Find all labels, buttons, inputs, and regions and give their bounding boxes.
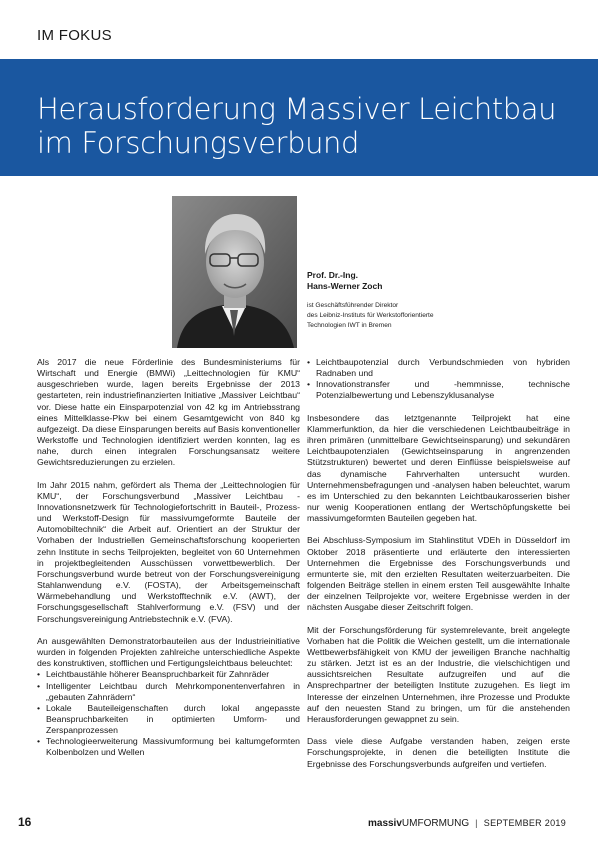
list-item: • Leichtbaupotenzial durch Verbundschmieden von hybriden Radnaben und — [307, 357, 570, 379]
right-column — [307, 357, 570, 781]
page-number: 16 — [18, 815, 32, 829]
body-paragraph: An ausgewählten Demonstratorbauteilen aus der Industrieinitiative wurden in folgenden Projekten zahlreiche unterschiedliche Aspekte des konstruktiven, stofflichen und Fertigungsleichtbaus beleuchtet: — [37, 635, 300, 669]
body-paragraph: Insbesondere das letztgenannte Teilprojekt hat eine Klammerfunktion, da hier die verschiedenen Leichtbaubeiträge in ihren primären (unmittelbare Gewichtseinsparung) und sekundären Leichtbaupotenzialen (Gewichtseinsparung in angrenzenden Stützstrukturen) bewertet und deren Einflüsse beispielsweise auf das dynamische Fahrverhalten untersucht wurden. Unternehmensbefragungen und -analysen haben beleuchtet, warum es im Unterschied zu den bekannten Leichtbaukarosserien bisher nur wenig Kooperationen entlang der Wertschöpfungskette bei massivumgeformten Bauteilen gegeben hat. — [307, 412, 570, 524]
section-label: IM FOKUS — [37, 27, 112, 44]
author-desc-line: des Leibniz-Instituts für Werkstofforientierte — [307, 312, 434, 319]
author-desc-line: ist Geschäftsführender Direktor — [307, 302, 399, 309]
footer-separator: | — [475, 818, 478, 828]
body-paragraph: Mit der Forschungsförderung für systemrelevante, breit angelegte Vorhaben hat die Politik die Weichen gestellt, um die internationale Wettbewerbsfähigkeit von KMU der jeweiligen Branche nachhaltig zu stärken. Jetzt ist es an der Industrie, die vielschichtigen und aussichtsreichen Resultate aufzugreifen und auf die Ansprechpartner der beteiligten Institute zuzugehen. Es liegt im Interesse der einzelnen Unternehmen, ihre Prozesse und Produkte auf den neuesten Stand zu bringen, um für die anstehenden Herausforderungen gewappnet zu sein. — [307, 624, 570, 724]
body-paragraph: Als 2017 die neue Förderlinie des Bundesministeriums für Wirtschaft und Energie (BMWi) „Leittechnologien für KMU“ ausgeschrieben wurde, lagen bereits Ergebnisse der 2013 gestarteten, rein industriefinanzierten Initiative „Massiver Leichtbau“ vor. Diese hatte ein Einsparpotenzial von 42 kg im Antriebsstrang eines Mittelklasse-Pkw bei einem Gesamtgewicht von 840 kg aufgezeigt. Da diese Einsparungen bereits auf Basis konventioneller Werkstoffe und Technologien identifiziert werden konnten, lag es nahe, durch einen integralen Forschungsansatz weitere Gewichtsreduzierungen zu erzielen. — [37, 357, 300, 468]
list-item: • Innovationstransfer und -hemmnisse, technische Potenzialbewertung und Lebenszyklusanalyse — [307, 379, 570, 401]
author-caption — [307, 270, 507, 331]
brand-light: UMFORMUNG — [401, 818, 470, 829]
author-description — [307, 301, 507, 331]
author-title: Prof. Dr.-Ing. — [307, 270, 358, 280]
project-list — [37, 669, 300, 758]
body-paragraph: Dass viele diese Aufgabe verstanden haben, zeigen erste Forschungsprojekte, in denen die beteiligten Institute die Ergebnisse des Forschungsverbunds aufgreifen und vertiefen. — [307, 736, 570, 769]
body-paragraph: Bei Abschluss-Symposium im Stahlinstitut VDEh in Düsseldorf im Oktober 2018 präsentierte und erläuterte den interessierten Unternehmen die Ergebnisse des Forschungsverbunds und ermunterte sie, mit den erzielten Resultaten weiterzuarbeiten. Die folgenden Beiträge stellen in einem ersten Teil ausgewählte Inhalte der einzelnen Teilprojekte vor, weitere Ergebnisse werden in der nächsten Ausgabe dieser Zeitschrift folgen. — [307, 535, 570, 613]
author-portrait — [172, 196, 297, 348]
footer-masthead — [368, 818, 566, 829]
list-item: • Lokale Bauteileigenschaften durch lokal angepasste Beanspruchbarkeiten in optimierten Umform- und Zerspanprozessen — [37, 703, 300, 736]
brand-logo — [368, 818, 469, 829]
list-item: • Intelligenter Leichtbau durch Mehrkomponentenverfahren in „gebauten Zahnrädern“ — [37, 681, 300, 703]
author-desc-line: Technologien IWT in Bremen — [307, 322, 392, 329]
headline-banner — [0, 59, 598, 176]
issue-date: SEPTEMBER 2019 — [483, 818, 566, 828]
author-name: Hans-Werner Zoch — [307, 281, 383, 291]
page-title: Herausforderung Massiver Leichtbau im Forschungsverbund — [37, 92, 557, 160]
left-column — [37, 357, 300, 759]
project-list-continued — [307, 357, 570, 402]
list-item: • Technologieerweiterung Massivumformung bei kaltumgeformten Kolbenbolzen und Wellen — [37, 736, 300, 758]
list-item: • Leichtbaustähle höherer Beanspruchbarkeit für Zahnräder — [37, 669, 300, 680]
brand-bold: massiv — [367, 818, 402, 829]
body-paragraph: Im Jahr 2015 nahm, gefördert als Thema der „Leittechnologien für KMU“, der Forschungsverbund „Massiver Leichtbau - Innovationsnetzwerk für Technologiefortschritt in Bauteil-, Prozess- und Werkstoff-Design für massivumgeformte Bauteile der Automobiltechnik“ die Arbeit auf. Orientiert an der Struktur der Vorhaben der Industriellen Gemeinschaftsforschung kooperierten zehn Institute in sechs Teilprojekten, begleitet von 60 Unternehmen in projektbegleitenden Ausschüssen vorwettbewerblich. Der Forschungsverbund wurde betreut von der Forschungsvereinigung Stahlanwendung e.V. (FOSTA), der Arbeitsgemeinschaft Wärmebehandlung und Werkstofftechnik e.V. (AWT), der Forschungsgesellschaft Stahlverformung e.V. (FSV) und der Forschungsvereinigung Antriebstechnik e.V. (FVA). — [37, 479, 300, 624]
